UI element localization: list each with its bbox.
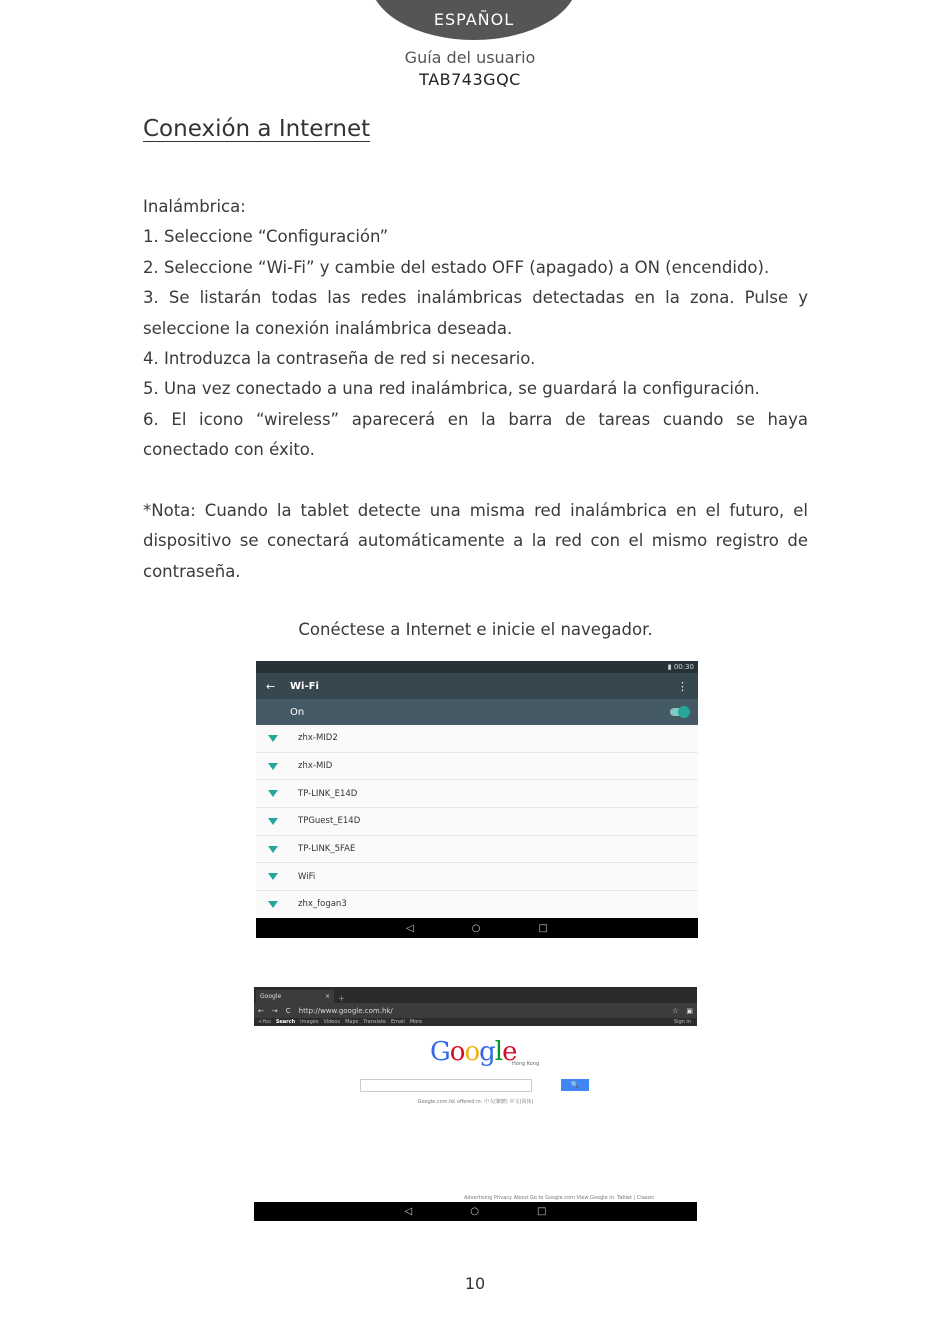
recents-square-icon[interactable]: □ [538, 922, 548, 934]
network-item[interactable] [256, 753, 698, 781]
wifi-signal-icon [268, 873, 278, 880]
tabs-icon[interactable]: ▣ [686, 1006, 693, 1015]
wifi-toggle-row[interactable] [256, 699, 698, 725]
back-arrow-icon[interactable]: ← [266, 679, 276, 693]
network-name: zhx_fogan3 [298, 899, 347, 910]
back-triangle-icon[interactable]: ◁ [406, 922, 414, 934]
browser-tab[interactable] [256, 990, 334, 1003]
google-footer-links[interactable]: Advertising Privacy About Go to Google.com View Google in: Tablet | Classic [464, 1195, 655, 1201]
network-name: TP-LINK_E14D [298, 788, 358, 799]
network-item[interactable] [256, 891, 698, 919]
network-item[interactable] [256, 808, 698, 836]
wifi-signal-icon [268, 790, 278, 797]
top-link[interactable]: Search [275, 1019, 296, 1025]
wifi-signal-icon [268, 735, 278, 742]
network-item[interactable] [256, 725, 698, 753]
wifi-title: Wi-Fi [290, 680, 319, 692]
guide-title: Guía del usuario [404, 48, 536, 67]
forward-arrow-icon[interactable]: → [271, 1006, 278, 1015]
wifi-signal-icon [268, 901, 278, 908]
top-link[interactable]: Email [390, 1019, 405, 1025]
top-link[interactable]: Translate [363, 1019, 386, 1025]
reload-icon[interactable]: C [285, 1006, 291, 1015]
wifi-toggle-switch[interactable] [670, 708, 688, 716]
network-name: TPGuest_E14D [298, 816, 361, 827]
instruction-heading: Inalámbrica: [143, 197, 246, 216]
home-circle-icon[interactable]: ○ [471, 922, 481, 934]
wifi-toggle-label: On [290, 706, 305, 718]
instruction-step: 4. Introduzca la contraseña de red si necesario. [143, 349, 536, 369]
network-name: TP-LINK_5FAE [298, 844, 356, 855]
network-name: zhx-MID2 [298, 733, 338, 744]
bookmark-star-icon[interactable]: ☆ [672, 1006, 679, 1015]
new-tab-icon[interactable]: + [338, 994, 345, 1003]
back-triangle-icon[interactable]: ◁ [404, 1206, 413, 1217]
network-item[interactable] [256, 780, 698, 808]
instruction-step: 6. El icono “wireless” aparecerá en la barra de tareas cuando se haya conectado con éxito. [143, 409, 808, 460]
back-arrow-icon[interactable]: ← [258, 1006, 264, 1015]
figure-caption: Conéctese a Internet e inicie el navegador. [298, 620, 653, 639]
top-link[interactable]: +You [258, 1019, 271, 1025]
close-tab-icon[interactable]: × [324, 993, 330, 1000]
home-circle-icon[interactable]: ○ [470, 1206, 479, 1217]
offered-in-text: Google.com.hk offered in: 中文(繁體) 中文(简体) [417, 1099, 534, 1105]
google-logo: Google [430, 1037, 517, 1067]
top-link[interactable]: Maps [345, 1019, 359, 1025]
note-text: *Nota: Cuando la tablet detecte una misma red inalámbrica en el futuro, el dispositivo se conectará automáticamente a la red con el mismo registro de contraseña. [143, 501, 808, 581]
language-label: ESPAÑOL [433, 10, 515, 29]
navigation-bar [256, 918, 698, 938]
browser-tab-strip [254, 987, 697, 1003]
top-link[interactable]: More [409, 1019, 423, 1025]
tab-title: Google [260, 993, 282, 1000]
network-item[interactable] [256, 863, 698, 891]
address-bar[interactable]: http://www.google.com.hk/ [298, 1006, 393, 1015]
wifi-signal-icon [268, 818, 278, 825]
google-top-links [254, 1018, 697, 1026]
top-link[interactable]: Images [300, 1019, 319, 1025]
sign-in-link[interactable]: Sign in [673, 1019, 691, 1025]
status-bar [256, 661, 698, 673]
browser-screenshot [254, 987, 697, 1221]
wifi-app-bar [256, 673, 698, 699]
instruction-step: 5. Una vez conectado a una red inalámbrica, se guardará la configuración. [143, 379, 760, 399]
battery-icon: ▮ [667, 663, 672, 671]
google-logo-region: Hong Kong [512, 1061, 540, 1067]
search-button[interactable]: 🔍 [561, 1079, 589, 1091]
instructions [143, 192, 808, 466]
search-input[interactable] [360, 1079, 532, 1092]
wifi-signal-icon [268, 846, 278, 853]
page-number: 10 [464, 1274, 486, 1293]
status-time: 00:30 [673, 663, 694, 671]
navigation-bar [254, 1202, 697, 1221]
overflow-menu-icon[interactable]: ⋮ [677, 679, 688, 693]
instruction-step: 1. Seleccione “Configuración” [143, 227, 389, 247]
instruction-step: 2. Seleccione “Wi-Fi” y cambie del estado OFF (apagado) a ON (encendido). [143, 257, 770, 277]
wifi-signal-icon [268, 763, 278, 770]
browser-toolbar [254, 1003, 697, 1018]
network-list [256, 725, 698, 919]
recents-square-icon[interactable]: □ [536, 1206, 547, 1217]
instruction-step: 3. Se listarán todas las redes inalámbricas detectadas en la zona. Pulse y seleccione la conexión inalámbrica deseada. [143, 288, 808, 338]
top-link[interactable]: Videos [323, 1019, 341, 1025]
network-item[interactable] [256, 836, 698, 864]
model-number: TAB743GQC [419, 70, 521, 89]
network-name: WiFi [298, 871, 316, 882]
wifi-settings-screenshot [256, 661, 698, 938]
note [143, 496, 808, 587]
section-title: Conexión a Internet [143, 116, 371, 142]
network-name: zhx-MID [298, 761, 333, 772]
